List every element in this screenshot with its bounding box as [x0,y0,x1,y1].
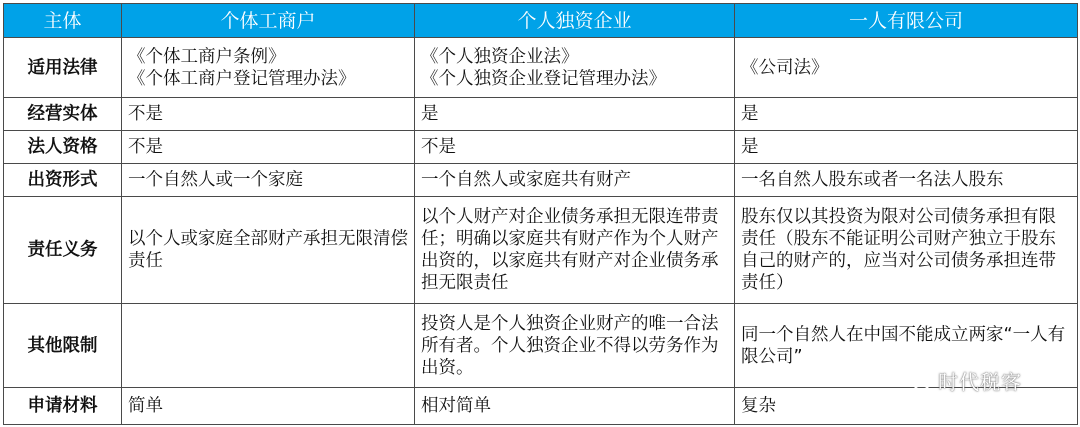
table-row [4,131,1078,164]
table-cell [122,304,415,388]
row-label: 适用法律 [4,38,122,98]
table-cell: 复杂 [735,388,1078,425]
row-label: 其他限制 [4,304,122,388]
header-individual-business: 个体工商户 [122,4,415,38]
cell-line: 《个人独资企业法》 [421,46,579,67]
row-label: 责任义务 [4,197,122,304]
table-cell: 股东仅以其投资为限对公司债务承担有限责任（股东不能证明公司财产独立于股东自己的财产的，应当对公司债务承担连带责任） [735,197,1078,304]
table-row [4,197,1078,304]
table-cell: 投资人是个人独资企业财产的唯一合法所有者。个人独资企业不得以劳务作为出资。 [415,304,735,388]
row-label: 经营实体 [4,98,122,131]
watermark [902,365,1022,395]
header-row [4,4,1078,38]
table-cell: 《公司法》 [735,38,1078,98]
table-cell: 是 [415,98,735,131]
watermark-text: 时代税客 [938,369,1022,394]
table-cell: 不是 [122,98,415,131]
table-cell [415,38,735,98]
table-cell: 一个自然人或家庭共有财产 [415,164,735,197]
table-cell: 以个人财产对企业债务承担无限连带责任；明确以家庭共有财产作为个人财产出资的，以家庭共有财产对企业债务承担无限责任 [415,197,735,304]
table-cell: 以个人或家庭全部财产承担无限清偿责任 [122,197,415,304]
table-cell: 是 [735,98,1078,131]
row-label: 出资形式 [4,164,122,197]
table-cell: 一名自然人股东或者一名法人股东 [735,164,1078,197]
table-row [4,164,1078,197]
table-cell: 一个自然人或一个家庭 [122,164,415,197]
table-row [4,98,1078,131]
header-one-person-company: 一人有限公司 [735,4,1078,38]
table-cell: 不是 [415,131,735,164]
table-row [4,38,1078,98]
row-label: 法人资格 [4,131,122,164]
table-cell [122,38,415,98]
table-cell: 简单 [122,388,415,425]
row-label: 申请材料 [4,388,122,425]
table-cell: 是 [735,131,1078,164]
header-subject: 主体 [4,4,122,38]
cell-line: 《个人独资企业登记管理办法》 [421,68,666,89]
header-sole-proprietorship: 个人独资企业 [415,4,735,38]
table-cell: 相对简单 [415,388,735,425]
wechat-icon [902,367,932,393]
cell-line: 《个体工商户条例》 [128,46,286,67]
comparison-table [3,3,1078,425]
table-cell: 同一个自然人在中国不能成立两家“一人有限公司” [735,304,1078,388]
table-cell: 不是 [122,131,415,164]
cell-line: 《个体工商户登记管理办法》 [128,68,356,89]
